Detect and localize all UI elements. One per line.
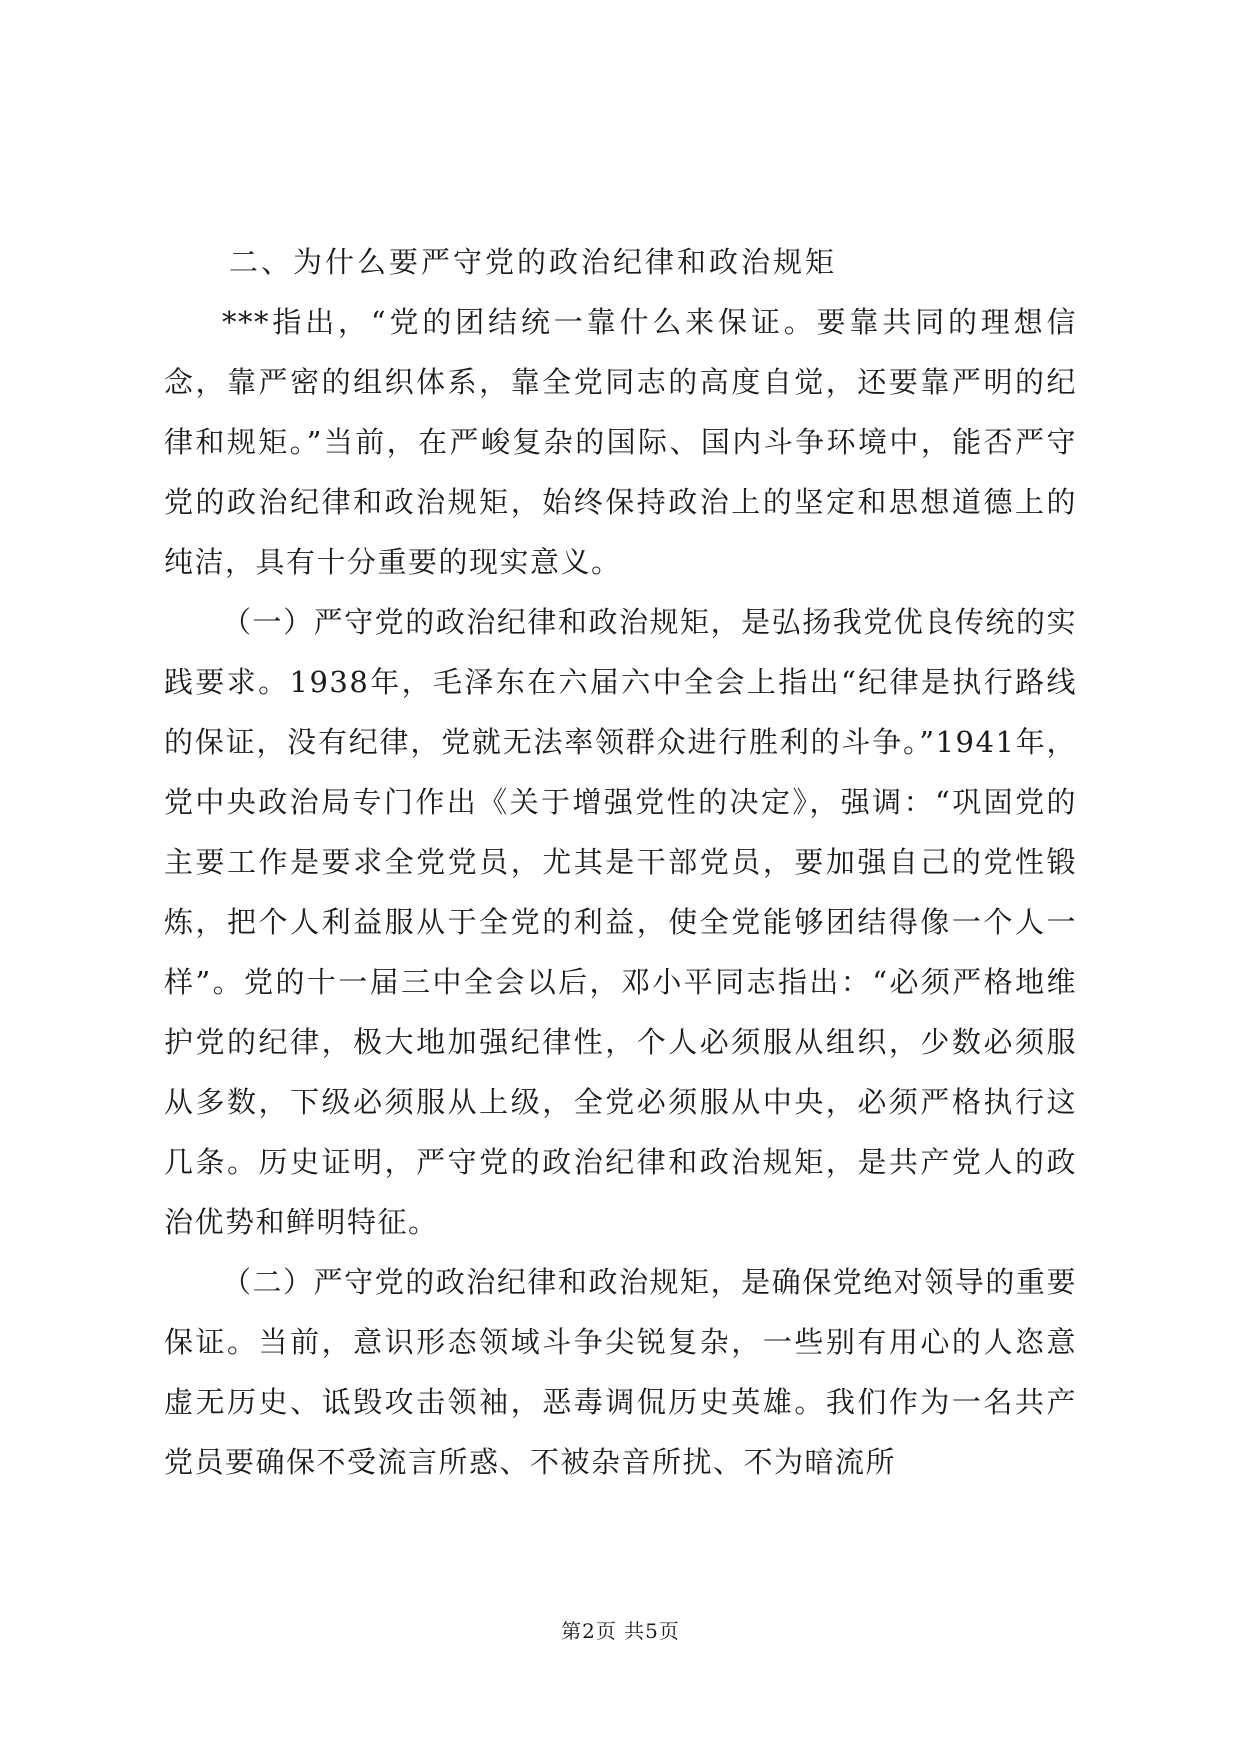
page-footer: 第2页 共5页 (561, 1619, 680, 1643)
paragraph-point-two: （二）严守党的政治纪律和政治规矩，是确保党绝对领导的重要保证。当前，意识形态领域斗争尖锐复杂，一些别有用心的人恣意虚无历史、诋毁攻击领袖，恶毒调侃历史英雄。我们作为一名共产党员要确保不受流言所惑、不被杂音所扰、不为暗流所 (164, 1265, 1077, 1479)
paragraph-intro: ***指出，“党的团结统一靠什么来保证。要靠共同的理想信念，靠严密的组织体系，靠全党同志的高度自觉，还要靠严明的纪律和规矩。”当前，在严峻复杂的国际、国内斗争环境中，能否严守党的政治纪律和政治规矩，始终保持政治上的坚定和思想道德上的纯洁，具有十分重要的现实意义。 (164, 305, 1077, 579)
section-heading: 二、为什么要严守党的政治纪律和政治规矩 (229, 245, 838, 279)
document-body (164, 232, 1077, 1492)
paragraph-point-one: （一）严守党的政治纪律和政治规矩，是弘扬我党优良传统的实践要求。1938年，毛泽东在六届六中全会上指出“纪律是执行路线的保证，没有纪律，党就无法率领群众进行胜利的斗争。”1941年，党中央政治局专门作出《关于增强党性的决定》，强调：“巩固党的主要工作是要求全党党员，尤其是干部党员，要加强自己的党性锻炼，把个人利益服从于全党的利益，使全党能够团结得像一个人一样”。党的十一届三中全会以后，邓小平同志指出：“必须严格地维护党的纪律，极大地加强纪律性，个人必须服从组织，少数必须服从多数，下级必须服从上级，全党必须服从中央，必须严格执行这几条。历史证明，严守党的政治纪律和政治规矩，是共产党人的政治优势和鲜明特征。 (164, 605, 1077, 1239)
